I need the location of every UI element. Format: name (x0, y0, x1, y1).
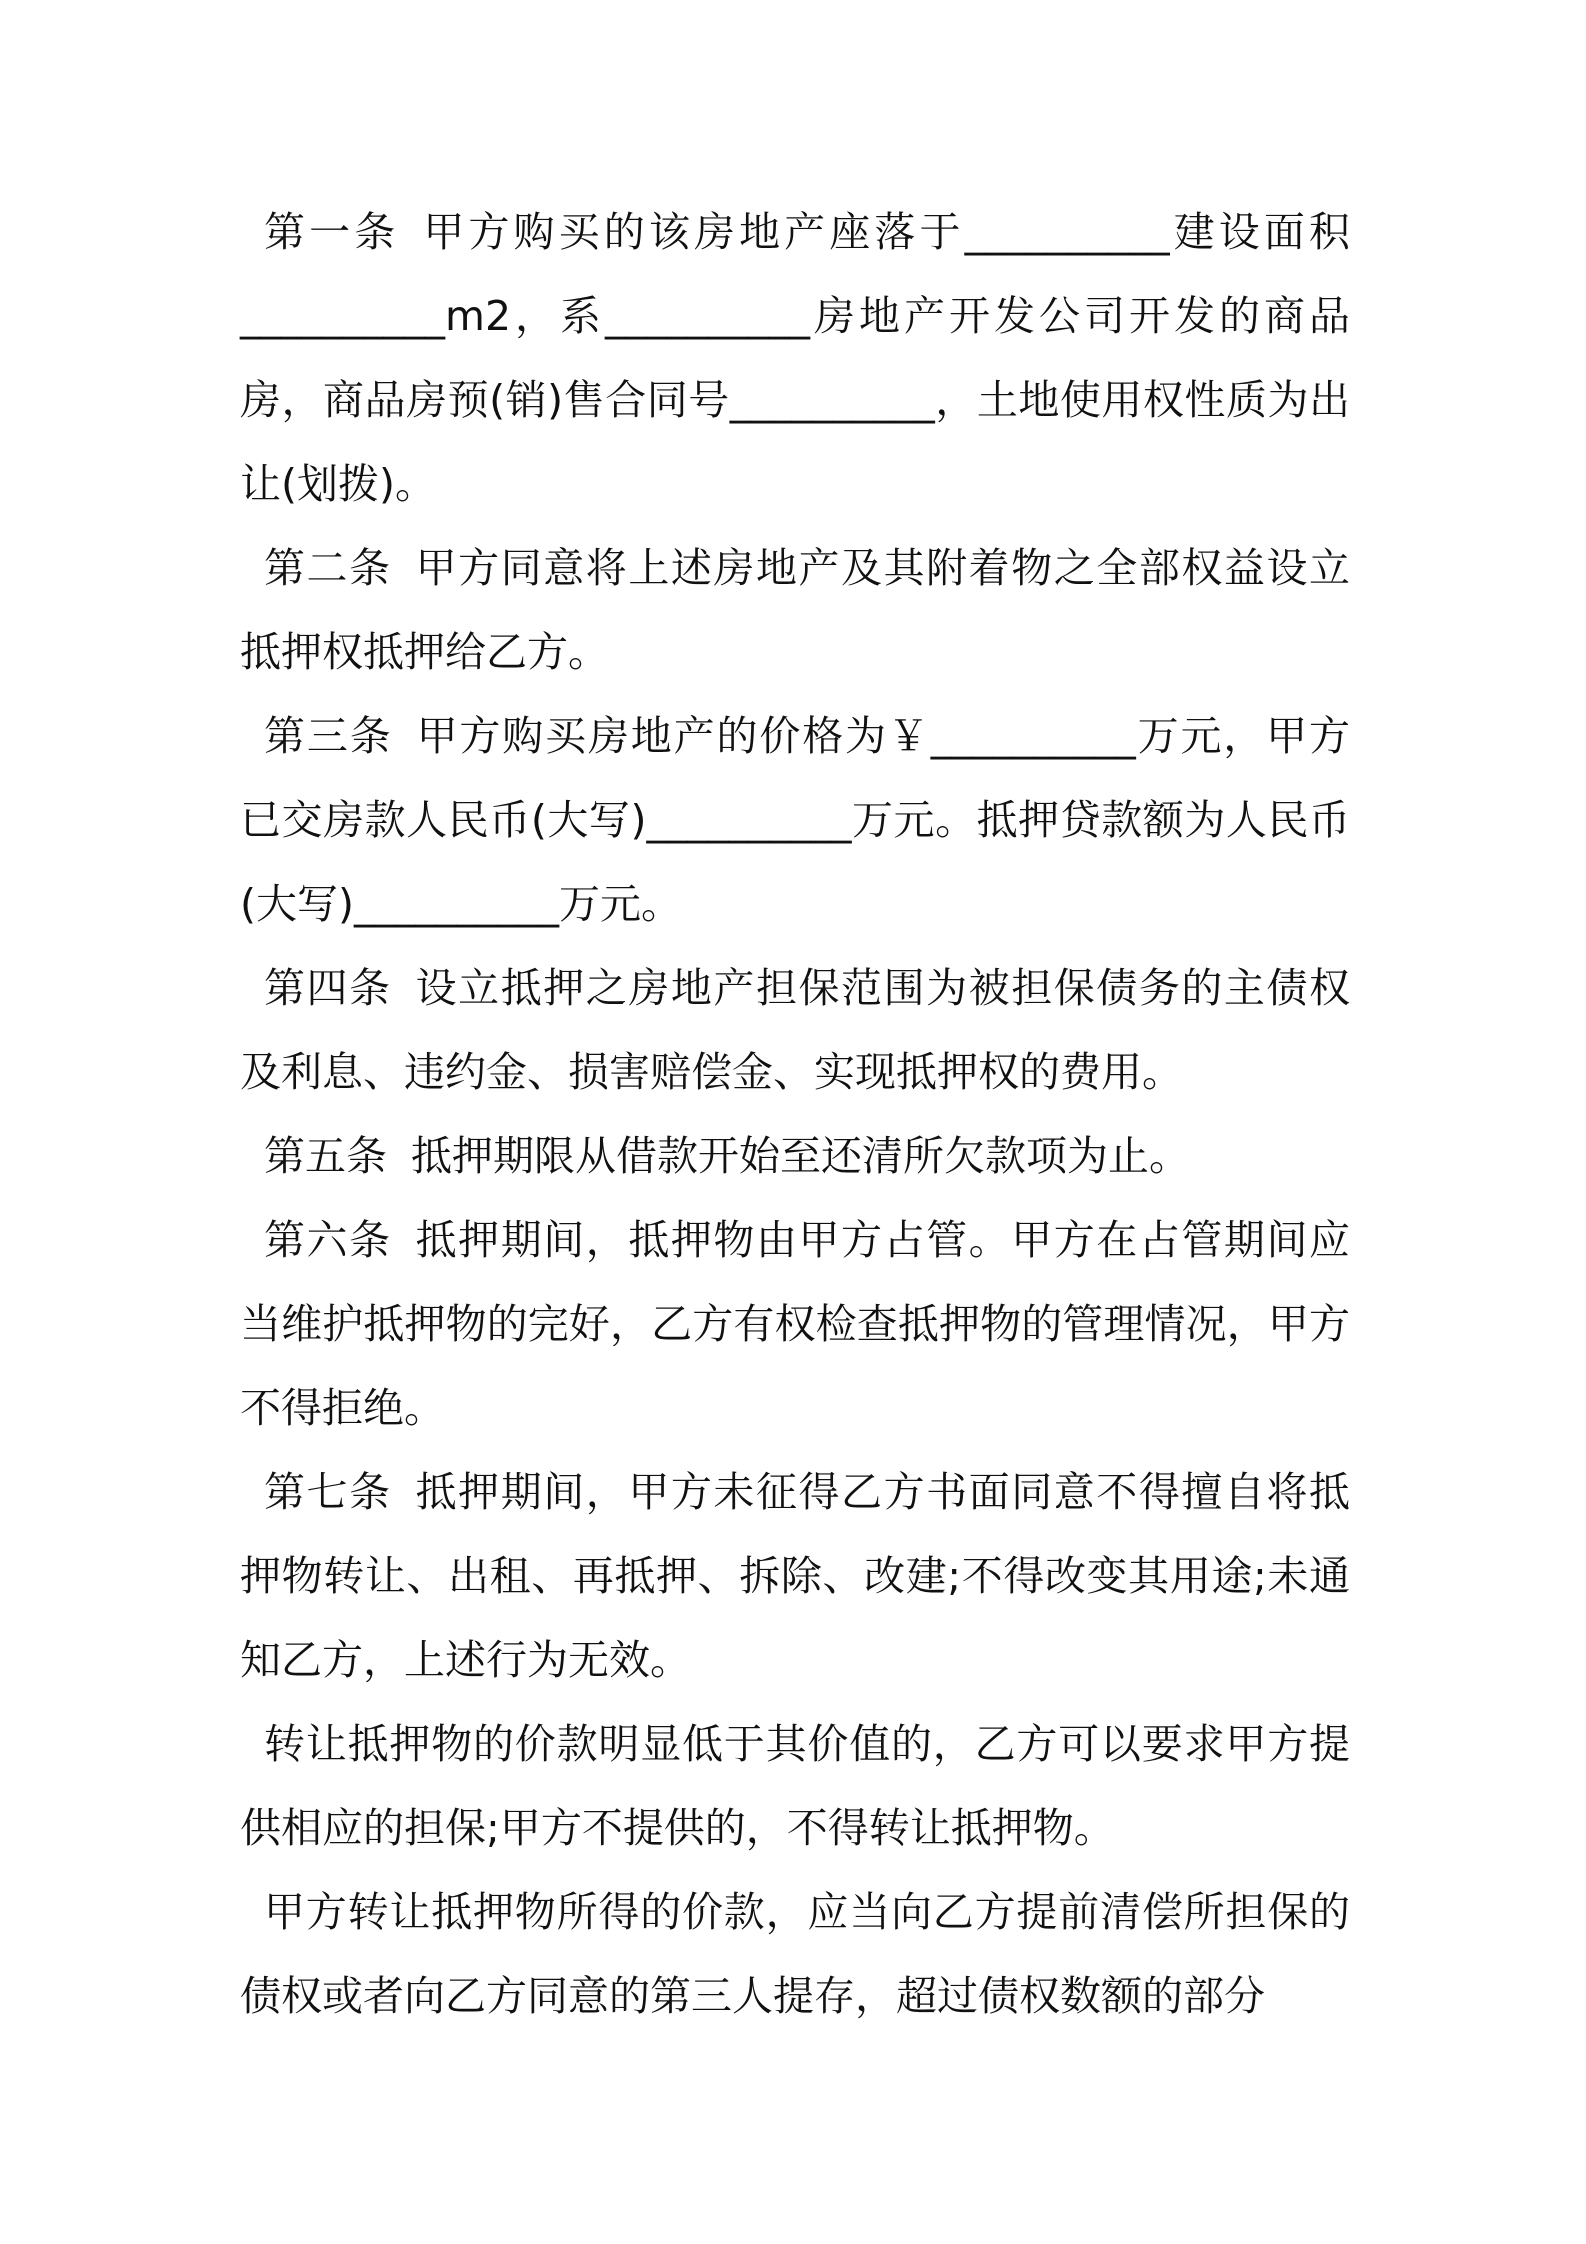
clause-text: 甲方转让抵押物所得的价款，应当向乙方提前清偿所担保的债权或者向乙方同意的第三人提存，超过债权数额的部分 (240, 1888, 1350, 2020)
clause-text: 甲方同意将上述房地产及其附着物之全部权益设立抵押权抵押给乙方。 (240, 544, 1350, 676)
clause-7-paragraph-3 (240, 1870, 1350, 2038)
clause-6 (240, 1198, 1350, 1450)
clause-text: 转让抵押物的价款明显低于其价值的，乙方可以要求甲方提供相应的担保;甲方不提供的，不得转让抵押物。 (240, 1720, 1350, 1852)
clause-5 (240, 1114, 1350, 1198)
clause-3 (240, 694, 1350, 946)
clause-text: 设立抵押之房地产担保范围为被担保债务的主债权及利息、违约金、损害赔偿金、实现抵押权的费用。 (240, 964, 1350, 1096)
article-number: 第六条 (264, 1216, 392, 1264)
clause-text: 抵押期间，甲方未征得乙方书面同意不得擅自将抵押物转让、出租、再抵押、拆除、改建;不得改变其用途;未通知乙方，上述行为无效。 (240, 1468, 1350, 1684)
clause-2 (240, 526, 1350, 694)
clause-text: 甲方购买房地产的价格为￥__________万元，甲方已交房款人民币(大写)__________万元。抵押贷款额为人民币(大写)__________万元。 (240, 712, 1351, 928)
article-number: 第二条 (264, 544, 392, 592)
article-number: 第五条 (264, 1132, 387, 1180)
article-number: 第三条 (264, 712, 393, 760)
clause-text: 甲方购买的该房地产座落于__________建设面积__________m2，系__________房地产开发公司开发的商品房，商品房预(销)售合同号__________，土地使用权性质为出让(划拨)。 (240, 208, 1351, 508)
clause-7-paragraph-2 (240, 1702, 1350, 1870)
clause-7 (240, 1450, 1350, 1702)
clause-4 (240, 946, 1350, 1114)
clause-text: 抵押期限从借款开始至还清所欠款项为止。 (411, 1132, 1190, 1180)
article-number: 第四条 (264, 964, 392, 1012)
clause-text: 抵押期间，抵押物由甲方占管。甲方在占管期间应当维护抵押物的完好，乙方有权检查抵押物的管理情况，甲方不得拒绝。 (240, 1216, 1350, 1432)
contract-page (240, 190, 1350, 2038)
article-number: 第七条 (264, 1468, 392, 1516)
article-number: 第一条 (264, 208, 400, 256)
clause-1 (240, 190, 1350, 526)
